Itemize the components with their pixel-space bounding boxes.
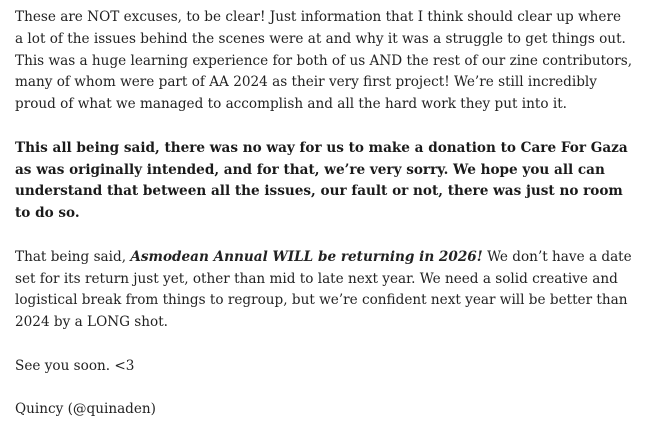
paragraph-context: These are NOT excuses, to be clear! Just information that I think should clear up where a lot of the issues behind the scenes were at and why it was a struggle to get things out. This was a huge learning experience for both of us AND the rest of our zine contributors, many of whom were part of AA 2024 as their very first project! We’re still incredibly proud of what we managed to accomplish and all the hard work they put into it. [15, 9, 633, 113]
paragraph-donation-apology: This all being said, there was no way for us to make a donation to Care For Gaza as was originally intended, and for that, we’re very sorry. We hope you all can understand that between all the issues, our fault or not, there was just no room to do so. [15, 139, 628, 222]
paragraph-see-you-soon: See you soon. <3 [15, 357, 135, 374]
signature: Quincy (@quinaden) [15, 401, 156, 418]
return-lead-text: That being said, [15, 248, 131, 265]
paragraph-return-announcement [15, 247, 633, 334]
return-rest-text: We don’t have a date set for its return just yet, other than mid to late next year. We need a solid creative and logistical break from things to regroup, but we’re confident next year will be better than 2024 by a LONG shot. [15, 248, 632, 331]
return-emphasis-text: Asmodean Annual WILL be returning in 2026! [130, 248, 483, 265]
